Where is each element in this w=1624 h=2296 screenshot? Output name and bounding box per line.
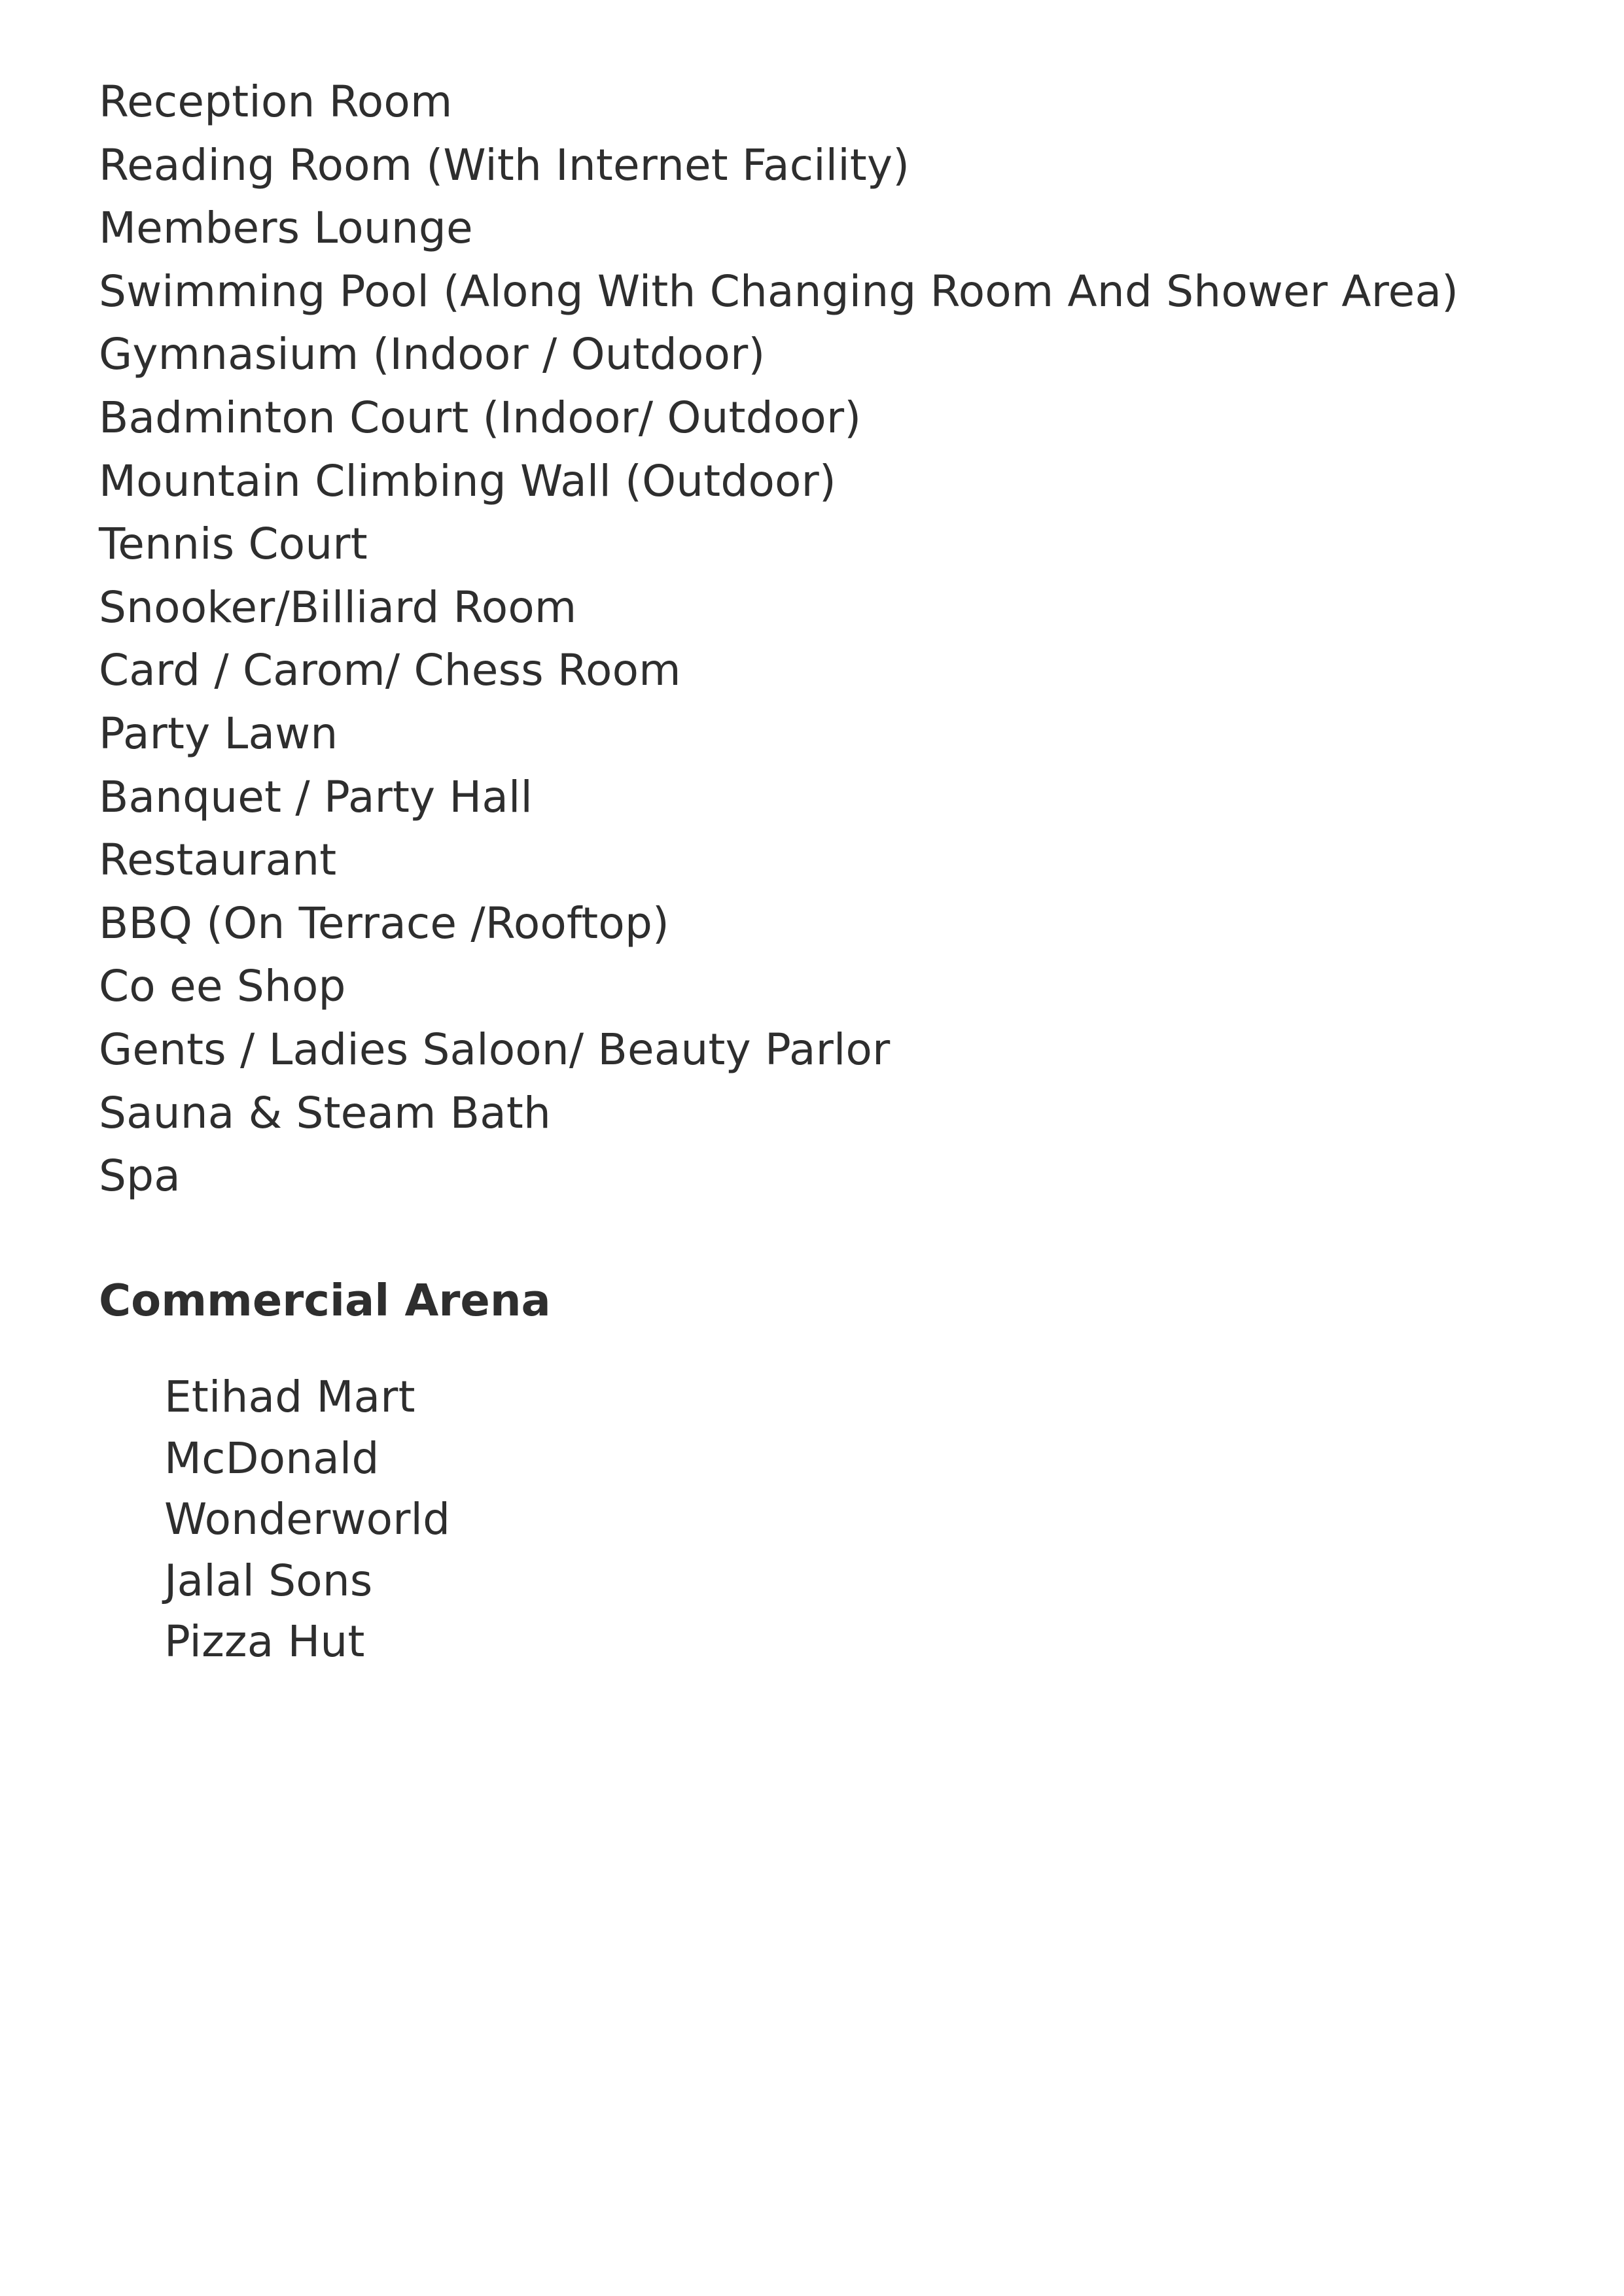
list-item: Co ee Shop — [99, 961, 346, 1012]
commercial-arena-list — [164, 1366, 450, 1673]
list-item: Tennis Court — [99, 519, 368, 570]
list-item: Party Lawn — [99, 708, 338, 759]
list-item: Reading Room (With Internet Facility) — [99, 139, 910, 190]
list-item: Gymnasium (Indoor / Outdoor) — [99, 329, 766, 380]
list-item: Gents / Ladies Saloon/ Beauty Parlor — [99, 1024, 891, 1075]
list-item: Wonderworld — [164, 1494, 451, 1544]
list-item: Spa — [99, 1151, 181, 1202]
list-item: McDonald — [164, 1433, 380, 1484]
list-item: Jalal Sons — [164, 1555, 373, 1606]
list-item: Sauna & Steam Bath — [99, 1087, 551, 1138]
amenities-list — [99, 71, 1458, 1208]
list-item: BBQ (On Terrace /Rooftop) — [99, 897, 669, 948]
list-item: Etihad Mart — [164, 1372, 415, 1422]
list-item: Members Lounge — [99, 203, 473, 254]
list-item: Badminton Court (Indoor/ Outdoor) — [99, 392, 862, 443]
list-item: Reception Room — [99, 77, 453, 127]
list-item: Card / Carom/ Chess Room — [99, 645, 681, 696]
list-item: Mountain Climbing Wall (Outdoor) — [99, 455, 836, 506]
list-item: Restaurant — [99, 835, 337, 886]
section-heading: Commercial Arena — [99, 1275, 551, 1326]
list-item: Snooker/Billiard Room — [99, 582, 577, 633]
list-item: Swimming Pool (Along With Changing Room And Shower Area) — [99, 266, 1459, 317]
list-item: Banquet / Party Hall — [99, 771, 533, 822]
list-item: Pizza Hut — [164, 1616, 365, 1667]
